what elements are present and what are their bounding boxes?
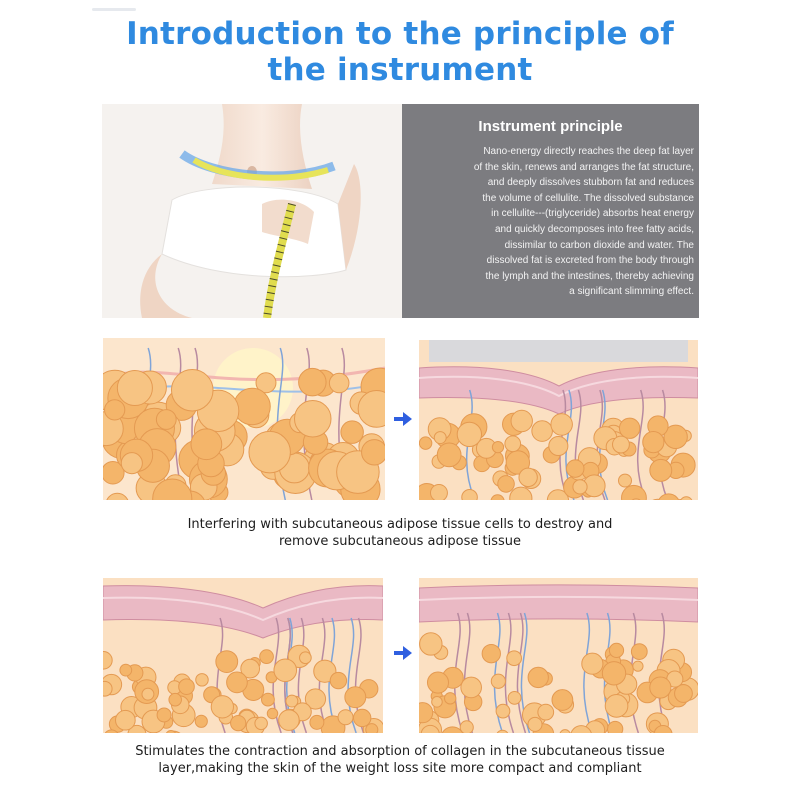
fat-cells-close-up-image — [103, 338, 385, 500]
arrow-right-icon — [394, 412, 412, 426]
second-caption — [0, 743, 800, 777]
principle-line: the volume of cellulite. The dissolved substance — [482, 192, 694, 204]
first-caption — [0, 516, 800, 550]
caption-line: Interfering with subcutaneous adipose tissue cells to destroy and — [187, 517, 613, 532]
caption-line: remove subcutaneous adipose tissue — [279, 534, 521, 549]
principle-heading: Instrument principle — [478, 118, 623, 135]
principle-line: and deeply dissolves stubborn fat and reduces — [487, 177, 694, 189]
waist-measurement-image — [102, 104, 402, 318]
principle-line: of the skin, renews and arranges the fat structure, — [473, 161, 694, 173]
principle-line: dissimilar to carbon dioxide and water. The — [504, 239, 694, 251]
page-title-line-2: the instrument — [267, 52, 533, 88]
principle-line: a significant slimming effect. — [569, 286, 694, 298]
principle-line: in cellulite---(triglyceride) absorbs heat energy — [491, 208, 694, 220]
arrow-right-icon — [394, 646, 412, 660]
principle-line: and quickly decomposes into free fatty acids, — [495, 223, 694, 235]
principle-panel — [402, 104, 699, 318]
principle-text — [412, 144, 694, 300]
caption-line: Stimulates the contraction and absorption of collagen in the subcutaneous tissue — [135, 744, 665, 759]
caption-line: layer,making the skin of the weight loss site more compact and compliant — [158, 761, 642, 776]
collagen-contraction-image — [103, 578, 383, 733]
page-title-line-1: Introduction to the principle of — [126, 16, 674, 52]
principle-line: dissolved fat is excreted from the body through — [486, 255, 694, 267]
top-decoration — [92, 8, 136, 11]
principle-line: Nano-energy directly reaches the deep fat layer — [483, 146, 694, 157]
principle-line: the lymph and the intestines, thereby achieving — [485, 270, 694, 282]
skin-layer-before-image — [419, 340, 698, 500]
compact-skin-after-image — [419, 578, 698, 733]
